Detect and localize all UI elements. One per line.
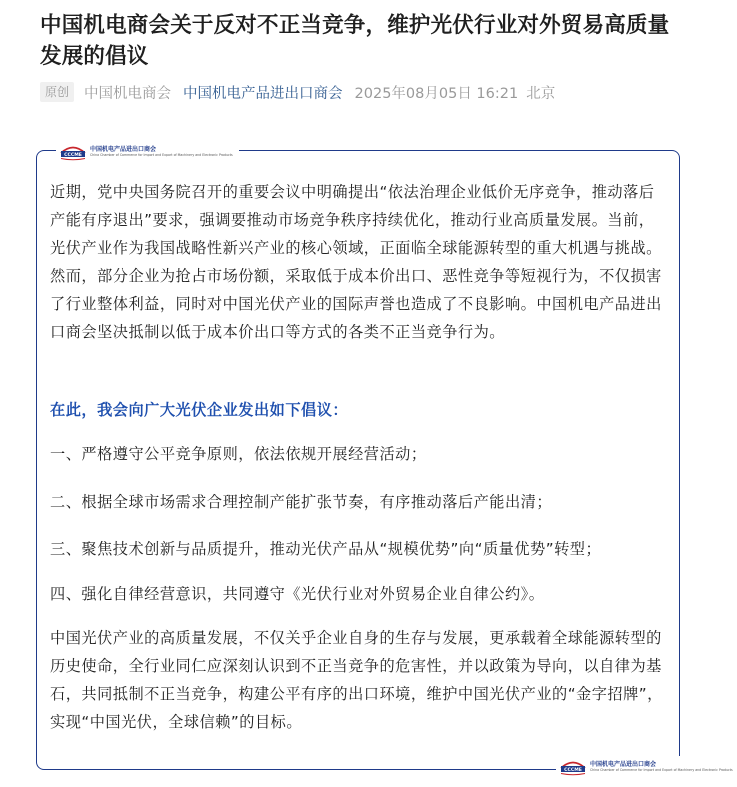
closing-paragraph: 中国光伏产业的高质量发展，不仅关乎企业自身的生存与发展，更承载着全球能源转型的历史使命，全行业同仁应深刻认识到不正当竞争的危害性，并以政策为导向，以自律为基石，共同抵制不正当竞争，构建公平有序的出口环境，维护中国光伏产业的“金字招牌”，实现“中国光伏，全球信赖”的目标。: [50, 629, 663, 731]
logo-name-cn: 中国机电产品进出口商会: [90, 145, 157, 153]
header-logo: [56, 143, 239, 161]
footer-logo: [556, 756, 737, 778]
proposal-item-4: 四、强化自律经营意识，共同遵守《光伏行业对外贸易企业自律公约》。: [50, 585, 545, 603]
proposal-item-1: 一、严格遵守公平竞争原则，依法依规开展经营活动；: [50, 445, 427, 463]
logo-mark-text: CCCME: [564, 768, 582, 773]
publish-location: 北京: [526, 85, 556, 102]
logo-name-en: China Chamber of Commerce for Import and Export of Machinery and Electronic Products: [90, 152, 233, 157]
proposal-item-3: 三、聚焦技术创新与品质提升，推动光伏产品从“规模优势”向“质量优势”转型；: [50, 540, 602, 558]
cccme-logo-icon: [560, 759, 586, 775]
proposal-heading: 在此，我会向广大光伏企业发出如下倡议：: [50, 401, 349, 419]
original-badge: 原创: [40, 82, 74, 102]
article-meta: [40, 82, 555, 102]
logo-name-cn: 中国机电产品进出口商会: [590, 760, 657, 768]
account-link[interactable]: 中国机电产品进出口商会: [183, 85, 343, 102]
article-title: 中国机电商会关于反对不正当竞争，维护光伏行业对外贸易高质量发展的倡议: [40, 13, 670, 69]
publish-time: 2025年08月05日 16:21: [354, 85, 519, 102]
logo-mark-text: CCCME: [64, 153, 82, 158]
source-name: 中国机电商会: [84, 85, 172, 102]
logo-name-en: China Chamber of Commerce for Import and Export of Machinery and Electronic Products: [590, 767, 733, 772]
proposal-item-2: 二、根据全球市场需求合理控制产能扩张节奏，有序推动落后产能出清；: [50, 493, 552, 511]
intro-paragraph: 近期，党中央国务院召开的重要会议中明确提出“依法治理企业低价无序竞争，推动落后产能有序退出”要求，强调要推动市场竞争秩序持续优化，推动行业高质量发展。当前，光伏产业作为我国战略性新兴产业的核心领域，正面临全球能源转型的重大机遇与挑战。然而，部分企业为抢占市场份额，采取低于成本价出口、恶性竞争等短视行为，不仅损害了行业整体利益，同时对中国光伏产业的国际声誉也造成了不良影响。中国机电产品进出口商会坚决抵制以低于成本价出口等方式的各类不正当竞争行为。: [50, 183, 662, 341]
cccme-logo-icon: [60, 144, 86, 160]
